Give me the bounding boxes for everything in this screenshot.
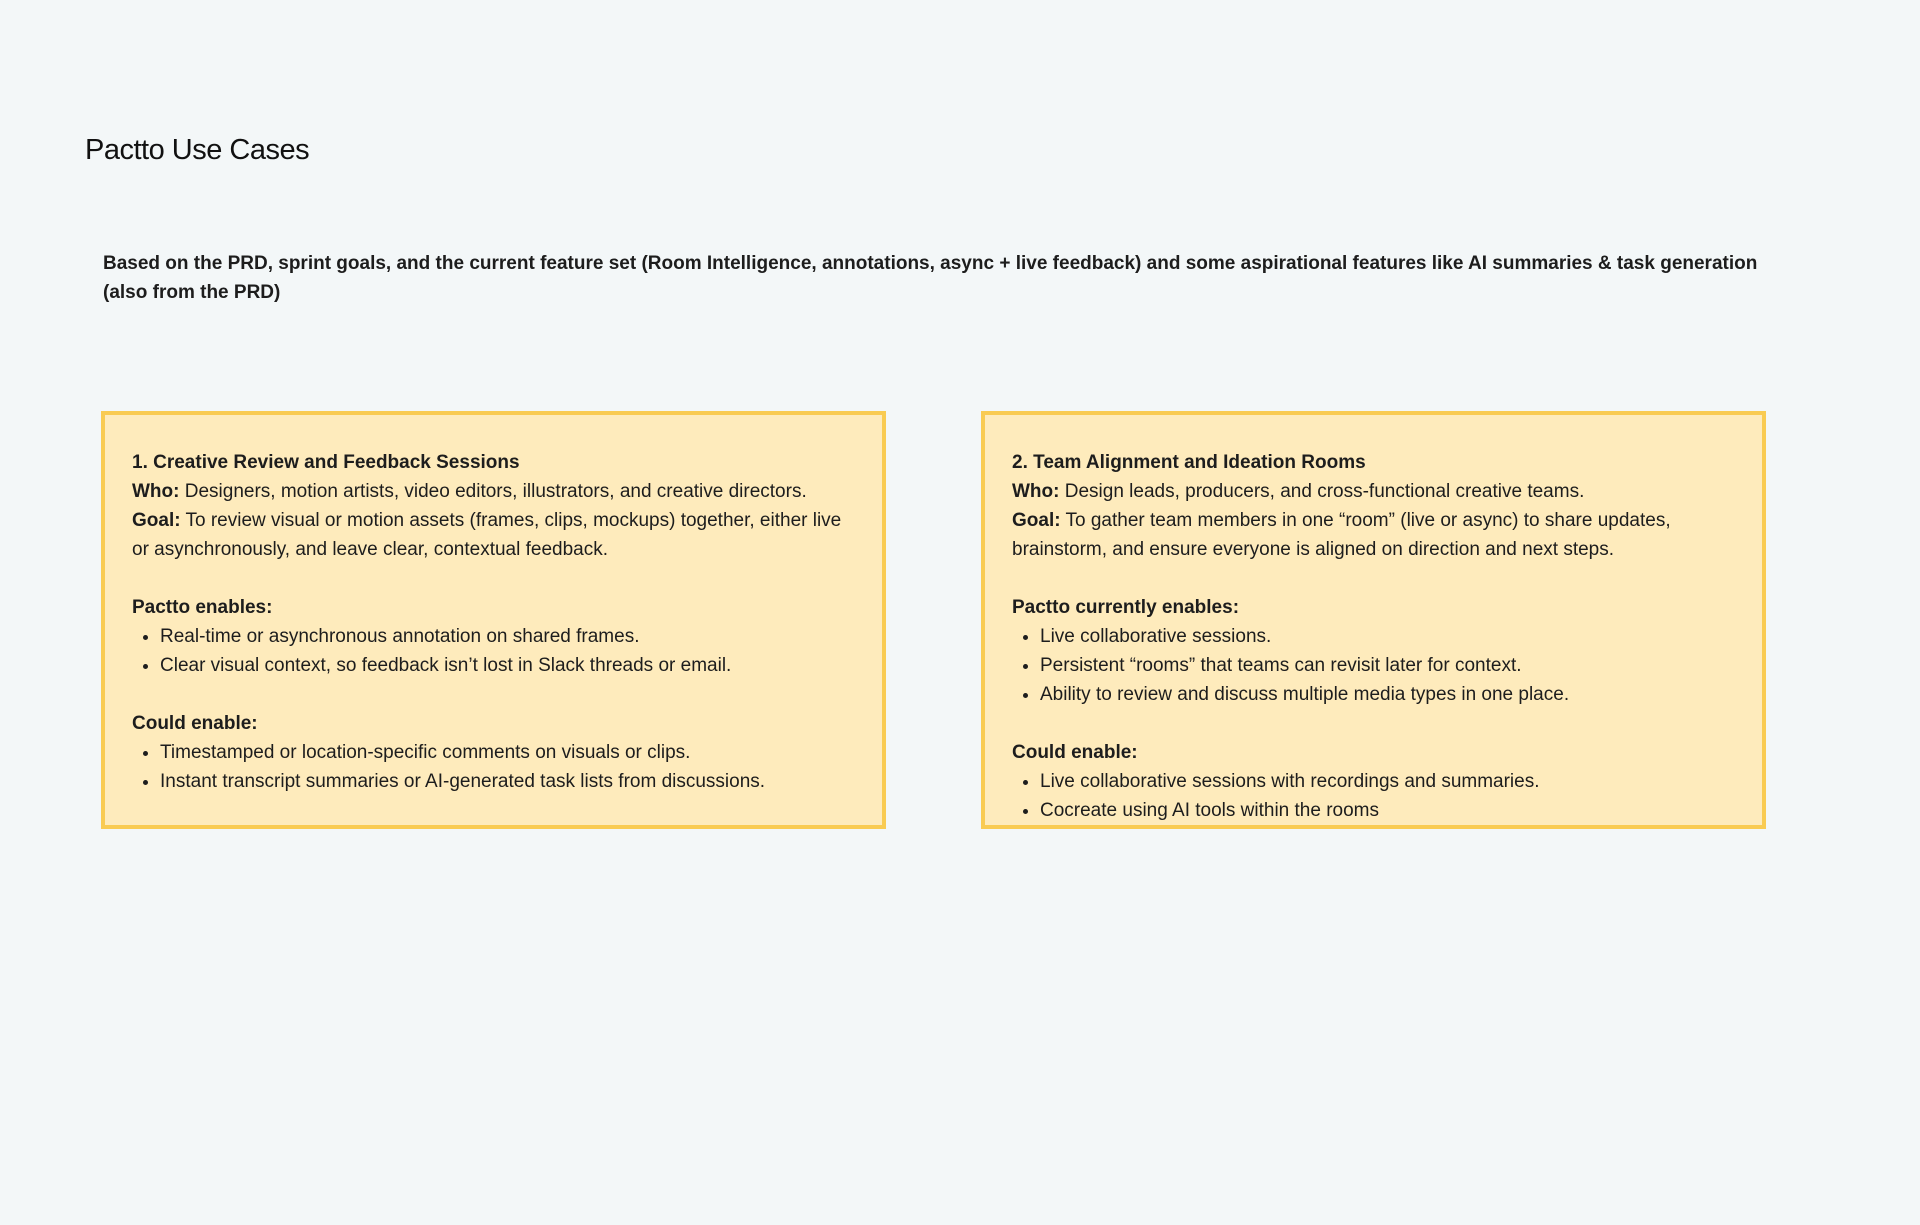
goal-label: Goal: (1012, 510, 1061, 531)
who-label: Who: (1012, 481, 1060, 502)
list-item: • Clear visual context, so feedback isn’t lost in Slack threads or email. (160, 651, 857, 680)
goal-label: Goal: (132, 510, 181, 531)
who-label: Who: (132, 481, 180, 502)
page-title: Pactto Use Cases (85, 134, 310, 166)
who-text: Design leads, producers, and cross-functional creative teams. (1059, 481, 1585, 502)
who-text: Designers, motion artists, video editors, illustrators, and creative directors. (179, 481, 807, 502)
list-item: • Ability to review and discuss multiple media types in one place. (1040, 680, 1737, 709)
who-line (1012, 477, 1737, 506)
could-enable-list (1012, 767, 1737, 825)
enables-heading: Pactto enables: (132, 597, 273, 618)
list-item: • Persistent “rooms” that teams can revisit later for context. (1040, 651, 1737, 680)
use-case-card-creative-review[interactable] (101, 411, 886, 829)
list-item: • Live collaborative sessions. (1040, 622, 1737, 651)
list-item: • Instant transcript summaries or AI-generated task lists from discussions. (160, 767, 857, 796)
intro-text: Based on the PRD, sprint goals, and the current feature set (Room Intelligence, annotations, async + live feedback) and some aspirational features like AI summaries & task generation (also from the PRD) (103, 253, 1758, 303)
enables-list (132, 622, 857, 680)
could-enable-heading: Could enable: (132, 713, 258, 734)
goal-text: To review visual or motion assets (frames, clips, mockups) together, either live or asynchronously, and leave clear, contextual feedback. (132, 510, 842, 560)
list-item: • Cocreate using AI tools within the rooms (1040, 796, 1737, 825)
list-item: • Timestamped or location-specific comments on visuals or clips. (160, 738, 857, 767)
goal-text: To gather team members in one “room” (live or async) to share updates, brainstorm, and ensure everyone is aligned on direction and next steps. (1012, 510, 1671, 560)
enables-heading: Pactto currently enables: (1012, 597, 1240, 618)
list-item: • Real-time or asynchronous annotation on shared frames. (160, 622, 857, 651)
could-enable-list (132, 738, 857, 796)
enables-list (1012, 622, 1737, 709)
could-enable-heading: Could enable: (1012, 742, 1138, 763)
card-title: 1. Creative Review and Feedback Sessions (132, 452, 520, 473)
card-title: 2. Team Alignment and Ideation Rooms (1012, 452, 1366, 473)
use-case-card-team-alignment[interactable] (981, 411, 1766, 829)
list-item: • Live collaborative sessions with recordings and summaries. (1040, 767, 1737, 796)
who-line (132, 477, 857, 506)
goal-line (132, 506, 857, 564)
goal-line (1012, 506, 1737, 564)
